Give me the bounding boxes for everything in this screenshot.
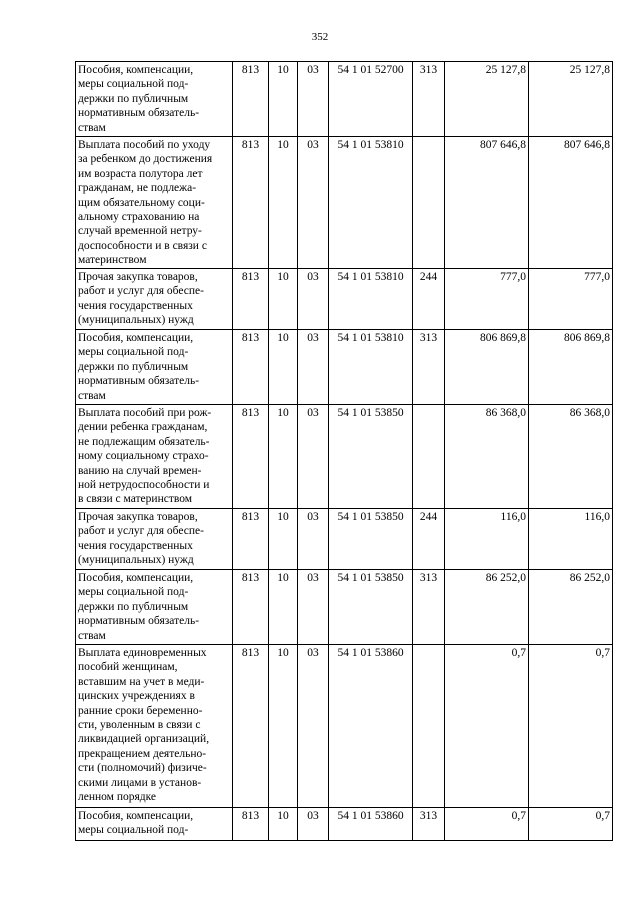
- expense-type-cell: [413, 645, 445, 808]
- subsection-code-cell: 03: [298, 808, 329, 841]
- expense-type-cell: [413, 137, 445, 269]
- item-name-cell: Пособия, компенсации, меры социальной под- держки по публичным нормативным обязатель- ствам: [76, 62, 233, 137]
- item-name-cell: Прочая закупка товаров, работ и услуг для обеспе- чения государственных (муниципальных) нужд: [76, 509, 233, 570]
- expense-type-cell: 244: [413, 509, 445, 570]
- amount-cell: 86 252,0: [445, 570, 529, 645]
- subsection-code-cell: 03: [298, 405, 329, 509]
- amount-cell: 807 646,8: [529, 137, 613, 269]
- section-code-cell: 10: [269, 62, 298, 137]
- ministry-code-cell: 813: [233, 62, 269, 137]
- expense-type-cell: 313: [413, 808, 445, 841]
- table-row: [76, 570, 613, 645]
- section-code-cell: 10: [269, 808, 298, 841]
- subsection-code-cell: 03: [298, 137, 329, 269]
- section-code-cell: 10: [269, 137, 298, 269]
- target-article-cell: 54 1 01 52700: [329, 62, 413, 137]
- item-name-cell: Пособия, компенсации, меры социальной под-: [76, 808, 233, 841]
- subsection-code-cell: 03: [298, 62, 329, 137]
- ministry-code-cell: 813: [233, 269, 269, 330]
- target-article-cell: 54 1 01 53810: [329, 330, 413, 405]
- item-name-cell: Выплата пособий по уходу за ребенком до достижения им возраста полутора лет гражданам, не подлежа- щим обязательному соци- альному страхованию на случай временной нетру- доспособности и в связи с материнством: [76, 137, 233, 269]
- amount-cell: 116,0: [445, 509, 529, 570]
- item-name-cell: Пособия, компенсации, меры социальной под- держки по публичным нормативным обязатель- ствам: [76, 570, 233, 645]
- table-row: [76, 137, 613, 269]
- budget-table: [75, 61, 613, 841]
- section-code-cell: 10: [269, 269, 298, 330]
- ministry-code-cell: 813: [233, 137, 269, 269]
- amount-cell: 807 646,8: [445, 137, 529, 269]
- item-name-cell: Прочая закупка товаров, работ и услуг для обеспе- чения государственных (муниципальных) нужд: [76, 269, 233, 330]
- amount-cell: 86 368,0: [529, 405, 613, 509]
- amount-cell: 777,0: [445, 269, 529, 330]
- item-name-cell: Выплата единовременных пособий женщинам, вставшим на учет в меди- цинских учреждениях в ранние сроки беременно- сти, уволенным в связи с ликвидацией организаций, прекращением деятельно- сти (полномочий) физиче- скими лицами в установ- ленном порядке: [76, 645, 233, 808]
- expense-type-cell: 313: [413, 62, 445, 137]
- section-code-cell: 10: [269, 330, 298, 405]
- amount-cell: 806 869,8: [445, 330, 529, 405]
- amount-cell: 25 127,8: [529, 62, 613, 137]
- table-body: [76, 62, 613, 841]
- amount-cell: 777,0: [529, 269, 613, 330]
- amount-cell: 0,7: [529, 645, 613, 808]
- amount-cell: 0,7: [529, 808, 613, 841]
- section-code-cell: 10: [269, 645, 298, 808]
- item-name-cell: Пособия, компенсации, меры социальной под- держки по публичным нормативным обязатель- ствам: [76, 330, 233, 405]
- amount-cell: 0,7: [445, 808, 529, 841]
- table-row: [76, 645, 613, 808]
- page-number: 352: [311, 31, 329, 43]
- target-article-cell: 54 1 01 53850: [329, 405, 413, 509]
- ministry-code-cell: 813: [233, 808, 269, 841]
- target-article-cell: 54 1 01 53860: [329, 645, 413, 808]
- ministry-code-cell: 813: [233, 509, 269, 570]
- section-code-cell: 10: [269, 405, 298, 509]
- ministry-code-cell: 813: [233, 570, 269, 645]
- subsection-code-cell: 03: [298, 645, 329, 808]
- target-article-cell: 54 1 01 53810: [329, 137, 413, 269]
- target-article-cell: 54 1 01 53850: [329, 570, 413, 645]
- table-row: [76, 269, 613, 330]
- section-code-cell: 10: [269, 570, 298, 645]
- expense-type-cell: [413, 405, 445, 509]
- amount-cell: 25 127,8: [445, 62, 529, 137]
- table-row: [76, 62, 613, 137]
- subsection-code-cell: 03: [298, 269, 329, 330]
- table-row: [76, 405, 613, 509]
- amount-cell: 86 368,0: [445, 405, 529, 509]
- expense-type-cell: 313: [413, 330, 445, 405]
- amount-cell: 86 252,0: [529, 570, 613, 645]
- expense-type-cell: 244: [413, 269, 445, 330]
- target-article-cell: 54 1 01 53810: [329, 269, 413, 330]
- amount-cell: 0,7: [445, 645, 529, 808]
- table-row: [76, 808, 613, 841]
- ministry-code-cell: 813: [233, 645, 269, 808]
- section-code-cell: 10: [269, 509, 298, 570]
- subsection-code-cell: 03: [298, 330, 329, 405]
- ministry-code-cell: 813: [233, 330, 269, 405]
- table-row: [76, 330, 613, 405]
- amount-cell: 116,0: [529, 509, 613, 570]
- item-name-cell: Выплата пособий при рож- дении ребенка гражданам, не подлежащим обязатель- ному социальному страхо- ванию на случай времен- ной нетрудоспособности и в связи с материнством: [76, 405, 233, 509]
- target-article-cell: 54 1 01 53850: [329, 509, 413, 570]
- expense-type-cell: 313: [413, 570, 445, 645]
- amount-cell: 806 869,8: [529, 330, 613, 405]
- ministry-code-cell: 813: [233, 405, 269, 509]
- subsection-code-cell: 03: [298, 509, 329, 570]
- subsection-code-cell: 03: [298, 570, 329, 645]
- table-row: [76, 509, 613, 570]
- target-article-cell: 54 1 01 53860: [329, 808, 413, 841]
